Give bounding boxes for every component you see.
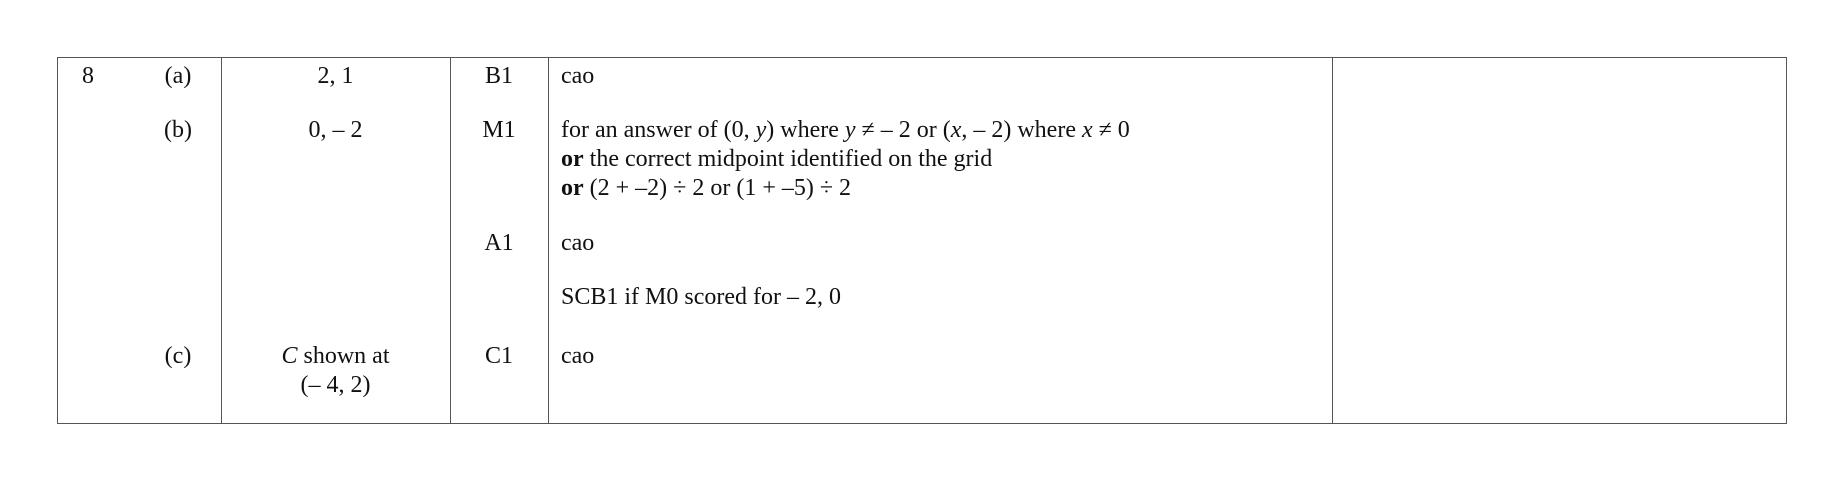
answer-b: 0, – 2 [308,117,363,143]
mark-scheme-table [57,57,1787,424]
part-label-c: (c) [164,343,192,369]
answer-a: 2, 1 [317,63,354,89]
answer-c-line2: (– 4, 2) [300,372,371,398]
part-label-a: (a) [164,63,192,89]
note-a1-cao: cao [561,230,595,256]
answer-c-line1: C shown at [281,343,390,369]
mark-code-c1: C1 [484,343,513,369]
special-case-note: SCB1 if M0 scored for – 2, 0 [561,284,841,310]
question-number: 8 [82,63,94,89]
mark-code-m1: M1 [482,117,516,143]
column-divider-extra [1332,58,1333,423]
note-a-cao: cao [561,63,595,89]
note-c-cao: cao [561,343,595,369]
note-m1-line3: or (2 + –2) ÷ 2 or (1 + –5) ÷ 2 [561,175,852,201]
note-m1-line1: for an answer of (0, y) where y ≠ – 2 or (x, – 2) where x ≠ 0 [561,117,1130,143]
mark-code-a1: A1 [484,230,514,256]
column-divider-notes [548,58,549,423]
mark-code-b1: B1 [484,63,513,89]
note-m1-line2: or the correct midpoint identified on the grid [561,146,993,172]
part-label-b: (b) [164,117,192,143]
